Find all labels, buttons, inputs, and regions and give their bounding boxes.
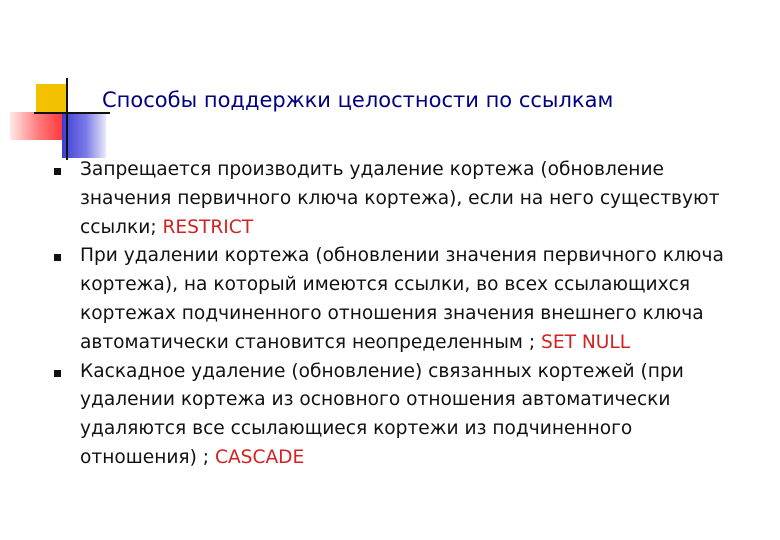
bullet-item xyxy=(54,242,754,357)
logo-blue-gradient-square xyxy=(62,112,106,158)
logo-red-gradient-bar xyxy=(10,112,62,140)
bullet-text: При удалении кортежа (обновлении значения первичного ключа кортежа), на который имеются ссылки, во всех ссылающихся кортежах подчиненного отношения значения внешнего ключа автоматически становится неопределенным ; xyxy=(80,245,724,353)
bullet-square-icon xyxy=(54,370,61,377)
slide-logo-decoration xyxy=(0,0,110,170)
bullet-text: Запрещается производить удаление кортежа (обновление значения первичного ключа кортежа), если на него существуют ссылки; xyxy=(80,159,720,238)
keyword-cascade: CASCADE xyxy=(214,446,305,468)
slide-title: Способы поддержки целостности по ссылкам xyxy=(102,88,614,112)
logo-vertical-line xyxy=(66,78,68,160)
bullet-item xyxy=(54,358,754,473)
bullet-list xyxy=(54,156,754,473)
bullet-square-icon xyxy=(54,254,61,261)
keyword-restrict: RESTRICT xyxy=(162,216,254,238)
keyword-set-null: SET NULL xyxy=(541,331,631,353)
bullet-text: Каскадное удаление (обновление) связанных кортежей (при удалении кортежа из основного отношения автоматически удаляются все ссылающиеся кортежи из подчиненного отношения) ; xyxy=(80,360,684,468)
bullet-square-icon xyxy=(54,168,61,175)
bullet-item xyxy=(54,156,754,242)
logo-horizontal-line xyxy=(34,112,110,114)
